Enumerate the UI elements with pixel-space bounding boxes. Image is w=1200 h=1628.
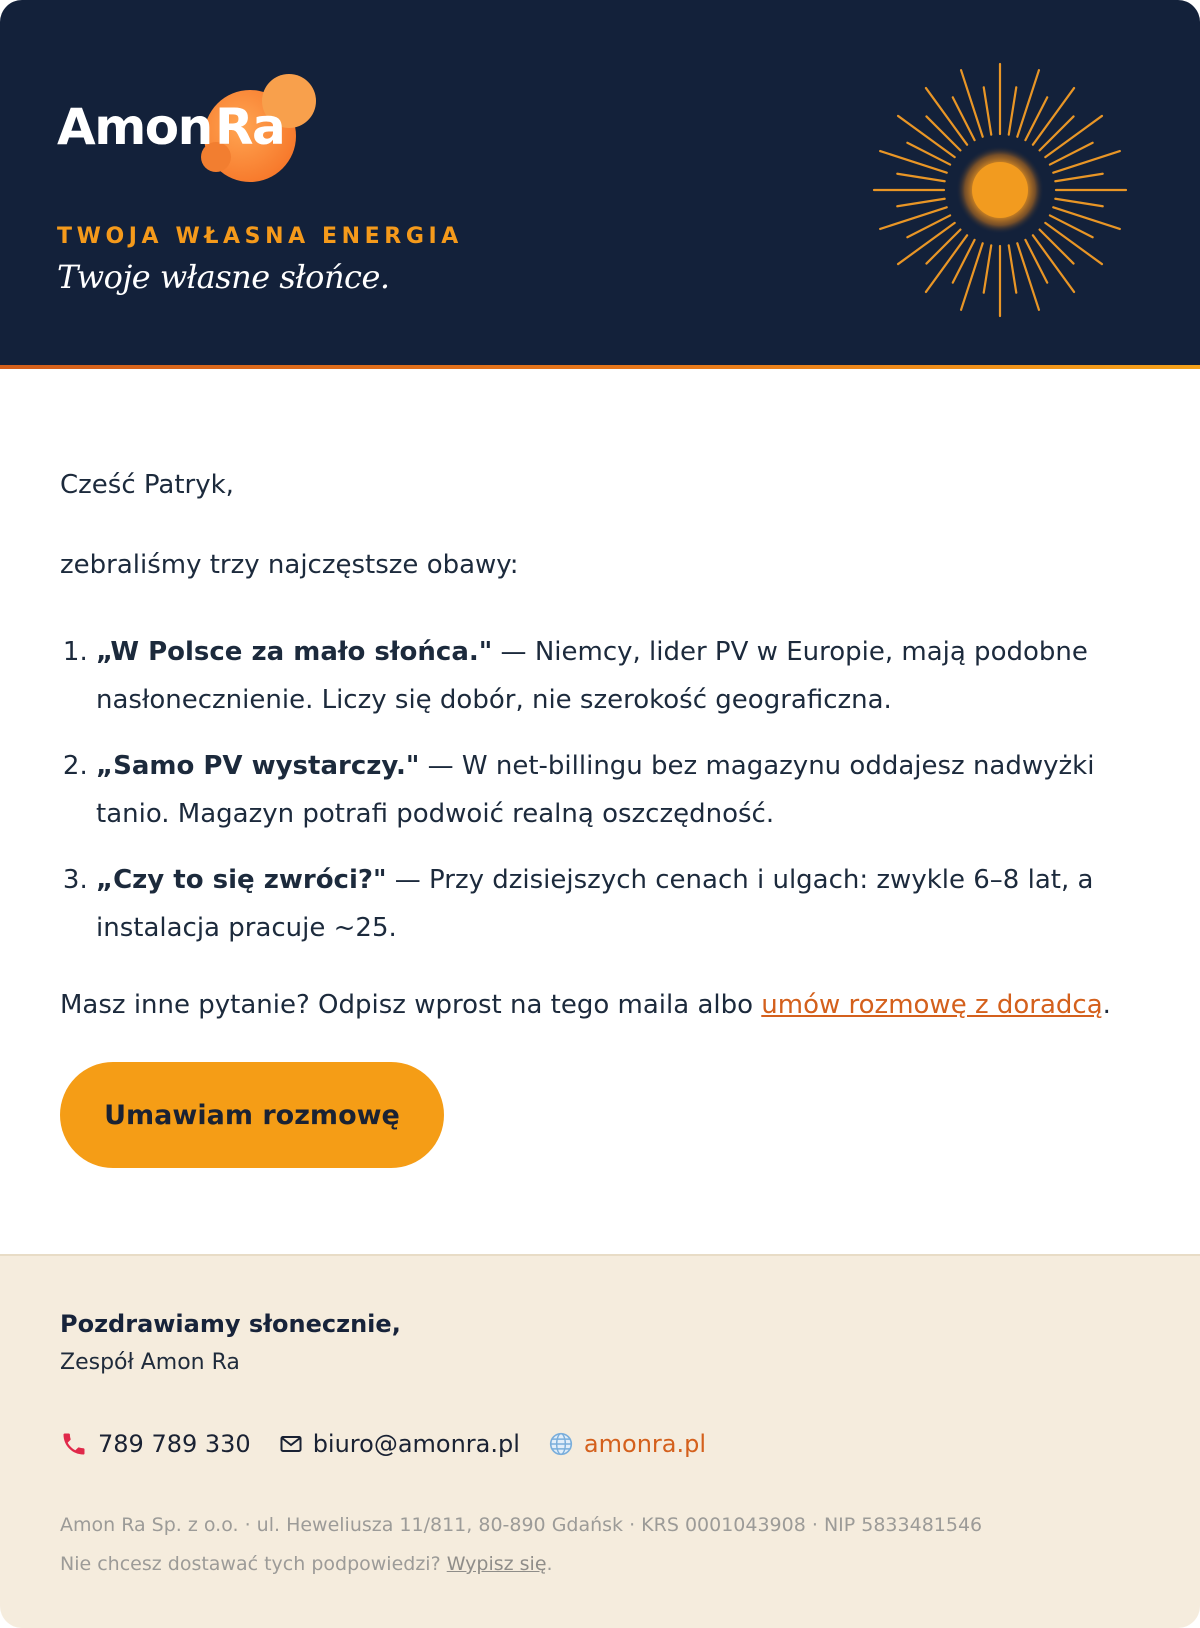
concern-answer: — Niemcy, lider PV w Europie, mają podobne nasłonecznienie. Liczy się dobór, nie szerokość geograficzna.	[96, 637, 1088, 715]
tagline-caps: TWOJA WŁASNA ENERGIA	[57, 224, 463, 249]
sun-ray	[961, 243, 983, 310]
sun-ray	[1017, 70, 1039, 137]
unsubscribe-line	[60, 1553, 553, 1575]
list-item	[96, 856, 1176, 952]
tagline-italic: Twoje własne słońce.	[57, 258, 390, 296]
contact-row	[60, 1426, 734, 1462]
list-item	[96, 742, 1176, 838]
concern-quote: „W Polsce za mało słońca."	[96, 637, 493, 667]
sun-ray	[961, 70, 983, 137]
sun-ray	[880, 207, 947, 229]
email-header	[0, 0, 1200, 365]
team-name: Zespół Amon Ra	[60, 1350, 240, 1375]
schedule-call-button[interactable]: Umawiam rozmowę	[60, 1062, 444, 1168]
question-paragraph	[60, 990, 1111, 1020]
logo-word-amon: Amon	[57, 98, 212, 156]
header-accent-bar	[0, 365, 1200, 369]
envelope-icon	[279, 1432, 303, 1456]
concern-answer: — W net-billingu bez magazynu oddajesz nadwyżki tanio. Magazyn potrafi podwoić realną oszczędność.	[96, 751, 1095, 829]
sun-ray	[1040, 116, 1074, 150]
question-suffix: .	[1102, 990, 1111, 1020]
sun-ray	[1009, 87, 1017, 134]
greeting: Cześć Patryk,	[60, 470, 234, 500]
sun-ray	[1055, 199, 1102, 207]
email-footer	[0, 1254, 1200, 1628]
unsubscribe-link[interactable]: Wypisz się	[446, 1553, 547, 1575]
sun-ray	[1009, 245, 1017, 292]
email-contact[interactable]	[279, 1430, 520, 1458]
website-contact[interactable]	[548, 1430, 706, 1458]
sun-ray	[984, 87, 992, 134]
logo-word-ra: Ra	[215, 98, 285, 156]
sun-ray	[897, 174, 944, 182]
concern-answer: — Przy dzisiejszych cenach i ulgach: zwykle 6–8 lat, a instalacja pracuje ~25.	[96, 865, 1094, 943]
globe-icon	[548, 1431, 574, 1457]
sun-ray	[1053, 207, 1120, 229]
concerns-list	[60, 628, 1176, 970]
concern-quote: „Czy to się zwróci?"	[96, 865, 387, 895]
sun-ray	[984, 245, 992, 292]
sun-ray	[897, 199, 944, 207]
amon-ra-logo	[57, 74, 327, 194]
sun-ray	[1040, 230, 1074, 264]
phone-icon	[60, 1430, 88, 1458]
sun-ray	[1053, 151, 1120, 173]
unsubscribe-text: Nie chcesz dostawać tych podpowiedzi?	[60, 1553, 447, 1575]
signoff: Pozdrawiamy słonecznie,	[60, 1310, 401, 1338]
sun-ray	[880, 151, 947, 173]
question-text: Masz inne pytanie? Odpisz wprost na tego maila albo	[60, 990, 762, 1020]
unsubscribe-suffix: .	[546, 1553, 553, 1575]
sun-ray	[926, 230, 960, 264]
sun-ray	[1017, 243, 1039, 310]
intro-text: zebraliśmy trzy najczęstsze obawy:	[60, 550, 519, 580]
sun-icon	[860, 50, 1140, 330]
company-legal-info: Amon Ra Sp. z o.o. · ul. Heweliusza 11/811, 80-890 Gdańsk · KRS 0001043908 · NIP 5833481546	[60, 1514, 983, 1536]
email-address: biuro@amonra.pl	[312, 1430, 520, 1458]
website-link[interactable]: amonra.pl	[583, 1430, 707, 1458]
concern-quote: „Samo PV wystarczy."	[96, 751, 420, 781]
phone-contact[interactable]	[60, 1430, 251, 1458]
phone-number: 789 789 330	[98, 1430, 251, 1458]
sun-ray	[1055, 174, 1102, 182]
sun-ray	[926, 116, 960, 150]
list-item	[96, 628, 1176, 724]
advisor-meeting-link[interactable]: umów rozmowę z doradcą	[761, 990, 1103, 1020]
